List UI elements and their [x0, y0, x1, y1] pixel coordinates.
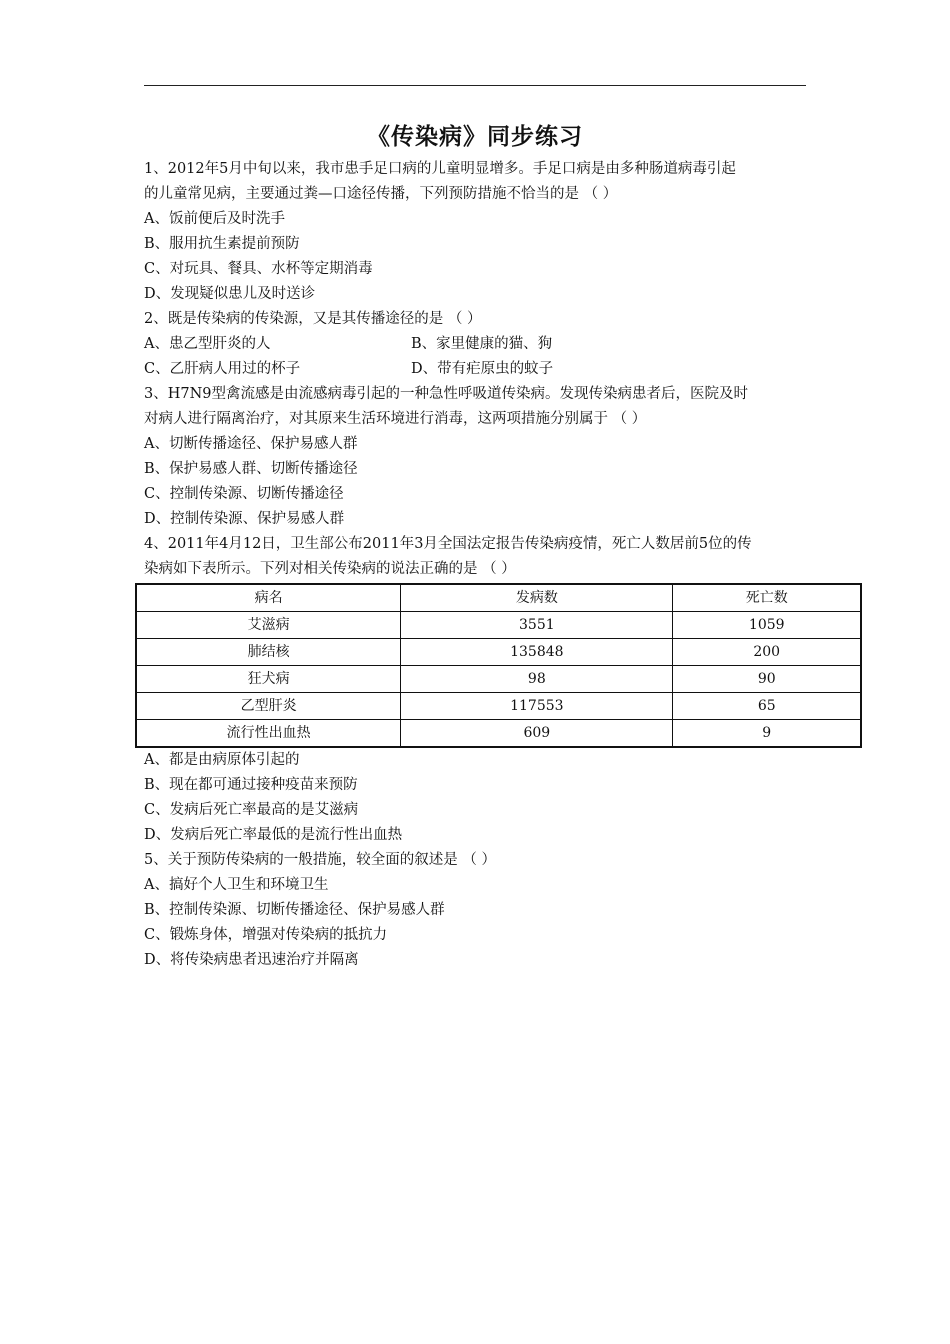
- table-cell: 艾滋病: [136, 612, 401, 639]
- table-row: [136, 693, 861, 720]
- option-b: B、控制传染源、切断传播途径、保护易感人群: [144, 902, 445, 918]
- table-cell: 3551: [401, 612, 673, 639]
- question-stem: 染病如下表所示。下列对相关传染病的说法正确的是 （ ）: [144, 561, 516, 577]
- table-cell: 609: [401, 720, 673, 748]
- option-row: [144, 357, 812, 382]
- column-header: 发病数: [401, 584, 673, 612]
- question-stem: 5、关于预防传染病的一般措施，较全面的叙述是 （ ）: [144, 852, 496, 868]
- option-a: A、搞好个人卫生和环境卫生: [144, 877, 329, 893]
- table-row: [136, 720, 861, 748]
- disease-table: [135, 583, 862, 748]
- table-row: [136, 612, 861, 639]
- option-a: A、切断传播途径、保护易感人群: [144, 436, 358, 452]
- option-d: D、带有疟原虫的蚊子: [411, 361, 554, 377]
- table-cell: 90: [673, 666, 861, 693]
- table-cell: 117553: [401, 693, 673, 720]
- question-4: [144, 532, 812, 848]
- option-d: D、将传染病患者迅速治疗并隔离: [144, 952, 359, 968]
- option-d: D、控制传染源、保护易感人群: [144, 511, 345, 527]
- option-c: C、锻炼身体，增强对传染病的抵抗力: [144, 927, 388, 943]
- question-5: [144, 848, 812, 973]
- table-cell: 肺结核: [136, 639, 401, 666]
- option-b: B、家里健康的猫、狗: [411, 336, 553, 352]
- table-cell: 9: [673, 720, 861, 748]
- column-header: 死亡数: [673, 584, 861, 612]
- question-stem: 3、H7N9型禽流感是由流感病毒引起的一种急性呼吸道传染病。发现传染病患者后，医院及时: [144, 386, 749, 402]
- table-row: [136, 666, 861, 693]
- table-cell: 流行性出血热: [136, 720, 401, 748]
- column-header: 病名: [136, 584, 401, 612]
- option-a: A、饭前便后及时洗手: [144, 211, 285, 227]
- option-row: [144, 332, 812, 357]
- table-cell: 135848: [401, 639, 673, 666]
- page-title: 《传染病》同步练习: [367, 124, 583, 150]
- question-2: [144, 307, 812, 382]
- header-rule: [144, 85, 806, 86]
- option-c: C、发病后死亡率最高的是艾滋病: [144, 802, 359, 818]
- table-cell: 1059: [673, 612, 861, 639]
- question-stem: 对病人进行隔离治疗，对其原来生活环境进行消毒，这两项措施分别属于 （ ）: [144, 411, 647, 427]
- table-cell: 200: [673, 639, 861, 666]
- option-d: D、发现疑似患儿及时送诊: [144, 286, 316, 302]
- question-stem: 4、2011年4月12日，卫生部公布2011年3月全国法定报告传染病疫情，死亡人数居前5位的传: [144, 536, 752, 552]
- table-cell: 狂犬病: [136, 666, 401, 693]
- table-cell: 乙型肝炎: [136, 693, 401, 720]
- option-c: C、乙肝病人用过的杯子: [144, 361, 301, 377]
- table-row: [136, 639, 861, 666]
- question-3: [144, 382, 812, 532]
- option-a: A、患乙型肝炎的人: [144, 336, 271, 352]
- option-a: A、都是由病原体引起的: [144, 752, 300, 768]
- table-cell: 98: [401, 666, 673, 693]
- question-stem: 2、既是传染病的传染源，又是其传播途径的是 （ ）: [144, 311, 482, 327]
- table-cell: 65: [673, 693, 861, 720]
- exercise-content: [144, 157, 812, 973]
- option-b: B、服用抗生素提前预防: [144, 236, 300, 252]
- question-stem: 1、2012年5月中旬以来，我市患手足口病的儿童明显增多。手足口病是由多种肠道病毒引起: [144, 161, 736, 177]
- option-c: C、控制传染源、切断传播途径: [144, 486, 344, 502]
- option-d: D、发病后死亡率最低的是流行性出血热: [144, 827, 403, 843]
- table-header-row: [136, 584, 861, 612]
- question-1: [144, 157, 812, 307]
- option-b: B、现在都可通过接种疫苗来预防: [144, 777, 358, 793]
- question-stem: 的儿童常见病，主要通过粪—口途径传播，下列预防措施不恰当的是 （ ）: [144, 186, 618, 202]
- option-c: C、对玩具、餐具、水杯等定期消毒: [144, 261, 373, 277]
- option-b: B、保护易感人群、切断传播途径: [144, 461, 358, 477]
